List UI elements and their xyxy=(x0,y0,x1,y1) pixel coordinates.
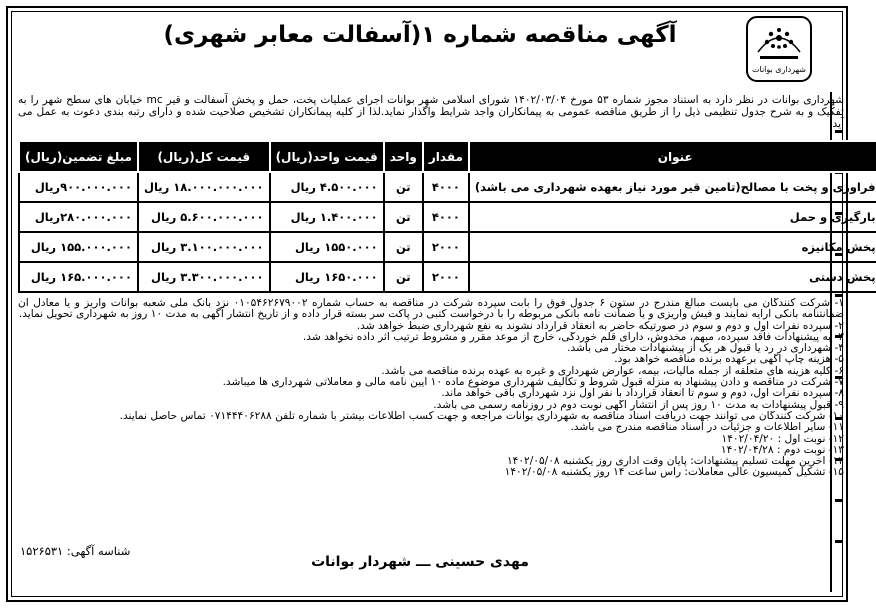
notice-title: آگهی مناقصه شماره ۱(آسفالت معابر شهری) xyxy=(163,22,677,48)
cell-quantity: ۴۰۰۰ xyxy=(423,172,469,202)
cell-quantity: ۲۰۰۰ xyxy=(423,232,469,262)
cell-unit-price: ۱۵۵۰.۰۰۰ ریال xyxy=(270,232,384,262)
cell-unit-price: ۴.۵۰۰.۰۰۰ ریال xyxy=(270,172,384,202)
cell-quantity: ۲۰۰۰ xyxy=(423,262,469,292)
term-item: ۱۰- شرکت کنندگان می توانند جهت دریافت اسناد مناقصه به شهرداری بوانات مراجعه و جهت کسب اطلاعات بیشتر با شماره تلفن ۰۷۱۴۴۴۰۶۲۸۸ تماس حاصل نمایند. xyxy=(119,410,844,422)
mayor-signature: مهدی حسینی ـــ شهردار بوانات xyxy=(311,554,529,570)
cell-unit-price: ۱.۴۰۰.۰۰۰ ریال xyxy=(270,202,384,232)
logo-text: شهرداری بوانات xyxy=(751,65,807,74)
cell-guarantee: ۹۰۰.۰۰۰.۰۰۰ریال xyxy=(19,172,138,202)
table-row xyxy=(19,262,876,292)
cell-total-price: ۵.۶۰۰.۰۰۰.۰۰۰ ریال xyxy=(138,202,270,232)
term-item: ۱- شرکت کنندگان می بایست مبالغ مندرج در ستون ۶ جدول فوق را بابت سپرده شرکت در مناقصه به حساب شماره ۰۱۰۵۴۶۲۶۷۹۰۰۲ نزد بانک ملی شعبه بوانات واریز و یا معادل آن ضمانتنامه بانکی ارایه نمایند و فیش واریزی و یا ضمانت نامه بانکی مربوطه را با درخواست کتبی در پاکت سر بسته قرار داده و از تاریخ انتشار آگهی به مدت ۱۰ روز به شهرداری تحویل نماید. xyxy=(18,298,844,321)
header-title: عنوان xyxy=(469,141,876,172)
term-item: ۱۲- نوبت اول : ۱۴۰۲/۰۴/۲۰ xyxy=(721,433,844,445)
term-item: ۵- هزینه چاپ آگهی برعهده برنده مناقصه خواهد بود. xyxy=(614,354,844,366)
cell-total-price: ۳.۳۰۰.۰۰۰.۰۰۰ ریال xyxy=(138,262,270,292)
term-item: ۴- شهرداری در رد یا قبول هر یک از پیشنهادات مختار می باشد. xyxy=(567,343,844,355)
cell-unit: تن xyxy=(384,232,423,262)
term-item: ۶- کلیه هزینه های متعلقه از جمله مالیات، بیمه، عوارض شهرداری و غیره به عهده برنده مناقصه می باشد. xyxy=(381,365,844,377)
cell-unit: تن xyxy=(384,172,423,202)
cell-guarantee: ۱۵۵.۰۰۰.۰۰۰ ریال xyxy=(19,232,138,262)
cell-guarantee: ۱۶۵.۰۰۰.۰۰۰ ریال xyxy=(19,262,138,292)
header-total-price: قیمت کل(ریال) xyxy=(138,141,270,172)
terms-list xyxy=(18,298,844,479)
ad-identifier: شناسه آگهی: ۱۵۲۶۵۳۱ xyxy=(20,544,131,558)
term-item: ۱۱- سایر اطلاعات و جزئیات در اسناد مناقصه مندرج می باشد. xyxy=(570,422,844,434)
header-unit-price: قیمت واحد(ریال) xyxy=(270,141,384,172)
cell-title: پخش دستی xyxy=(469,262,876,292)
header-quantity: مقدار xyxy=(423,141,469,172)
cell-total-price: ۱۸.۰۰۰.۰۰۰.۰۰۰ ریال xyxy=(138,172,270,202)
cell-quantity: ۴۰۰۰ xyxy=(423,202,469,232)
term-item: ۱۴- آخرین مهلت تسلیم پیشنهادات: پایان وقت اداری روز یکشنبه ۱۴۰۲/۰۵/۰۸ xyxy=(506,456,844,468)
cell-guarantee: ۲۸۰.۰۰۰.۰۰۰ریال xyxy=(19,202,138,232)
tender-table xyxy=(18,140,876,293)
term-item: ۱۵- تشکیل کمیسیون عالی معاملات: راس ساعت ۱۴ روز یکشنبه ۱۴۰۲/۰۵/۰۸ xyxy=(504,467,844,479)
cell-title: پخش مکانیزه xyxy=(469,232,876,262)
cell-title: بارگیری و حمل xyxy=(469,202,876,232)
intro-paragraph: شهرداری بوانات در نظر دارد به استناد مجوز شماره ۵۳ مورخ ۱۴۰۲/۰۳/۰۴ شورای اسلامی شهر بوانات اجرای عملیات پخت، حمل و پخش آسفالت و قیر mc خیابان های سطح شهر را به تفکیک و به شرح جدول تنظیمی ذیل را از طریق مناقصه عمومی به پیمانکاران واجد شرایط واگذار نماید.لذا از کلیه پیمانکاران تشخیص صلاحیت شده و دارای رتبه بندی دعوت به عمل می آید. xyxy=(18,94,844,130)
term-item: ۲- سپرده نفرات اول و دوم و سوم در صورتیکه حاضر به انعقاد قرارداد نشوند به نفع شهرداری ضبط خواهد شد. xyxy=(356,320,844,332)
cell-unit: تن xyxy=(384,202,423,232)
cell-unit-price: ۱۶۵۰.۰۰۰ ریال xyxy=(270,262,384,292)
term-item: ۳- به پیشنهادات فاقد سپرده، مبهم، مخدوش، دارای قلم خوردگی، خارج از موعد مقرر و مشروط ترتیب اثر داده نخواهد شد. xyxy=(302,331,844,343)
cell-total-price: ۳.۱۰۰.۰۰۰.۰۰۰ ریال xyxy=(138,232,270,262)
term-item: ۱۳- نوبت دوم : ۱۴۰۲/۰۴/۲۸ xyxy=(720,444,844,456)
term-item: ۹- قبول پیشنهادات به مدت ۱۰ روز پس از انتشار آگهی نوبت دوم در روزنامه رسمی می باشد. xyxy=(433,399,844,411)
municipality-emblem-icon xyxy=(746,16,812,82)
table-row xyxy=(19,172,876,202)
table-row xyxy=(19,202,876,232)
term-item: ۷- شرکت در مناقصه و دادن پیشنهاد به منزله قبول شروط و تکالیف شهرداری موضوع ماده ۱۰ آیین نامه مالی و معاملاتی شهرداری ها میباشد. xyxy=(222,377,844,389)
header-unit: واحد xyxy=(384,141,423,172)
cell-title: فراوری و پخت با مصالح(تامین قیر مورد نیاز بعهده شهرداری می باشد) xyxy=(469,172,876,202)
table-row xyxy=(19,232,876,262)
cell-unit: تن xyxy=(384,262,423,292)
table-header-row xyxy=(19,141,876,172)
term-item: ۸- سپرده نفرات اول، دوم و سوم تا انعقاد قرارداد با نفر اول نزد شهرداری باقی خواهد ماند. xyxy=(441,388,844,400)
header-guarantee: مبلغ تضمین(ریال) xyxy=(19,141,138,172)
